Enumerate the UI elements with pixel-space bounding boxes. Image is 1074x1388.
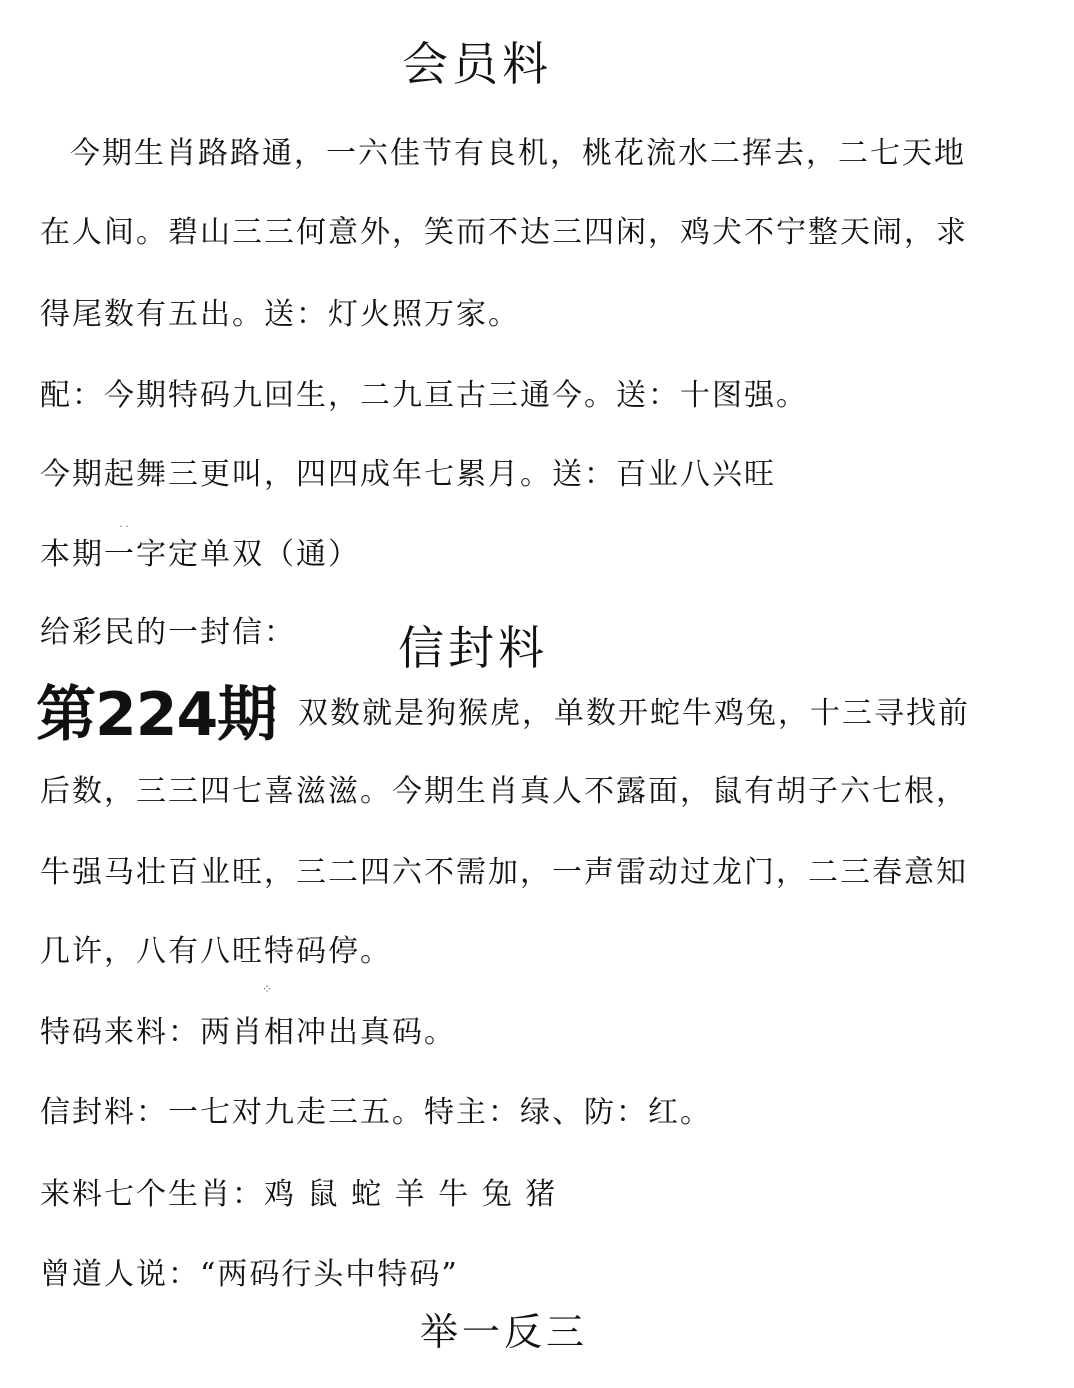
member-line-3: 得尾数有五出。送：灯火照万家。 bbox=[40, 297, 520, 332]
zodiac-line: 来料七个生肖：鸡 鼠 蛇 羊 牛 兔 猪 bbox=[40, 1177, 558, 1212]
member-line-1: 今期生肖路路通，一六佳节有良机，桃花流水二挥去，二七天地 bbox=[70, 136, 966, 171]
quote-line: 曾道人说：“两码行头中特码” bbox=[40, 1257, 459, 1292]
pairing-line: 配：今期特码九回生，二九亘古三通今。送：十图强。 bbox=[40, 378, 808, 413]
issue-line-2: 后数，三三四七喜滋滋。今期生肖真人不露面，鼠有胡子六七根， bbox=[40, 774, 968, 809]
footer-motto: 举一反三 bbox=[420, 1310, 589, 1354]
odd-even-line: 本期一字定单双（通） bbox=[40, 537, 360, 572]
scan-speck: ⁘ bbox=[262, 982, 273, 996]
envelope-title: 信封料 bbox=[398, 621, 548, 675]
envelope-code-line: 信封料：一七对九走三五。特主：绿、防：红。 bbox=[40, 1095, 712, 1130]
special-code-line: 特码来料：两肖相冲出真码。 bbox=[40, 1015, 456, 1050]
issue-line-3: 牛强马壮百业旺，三二四六不需加，一声雷动过龙门，二三春意知 bbox=[40, 855, 968, 890]
issue-line-4: 几许，八有八旺特码停。 bbox=[40, 934, 392, 969]
dance-line: 今期起舞三更叫，四四成年七累月。送：百业八兴旺 bbox=[40, 457, 776, 492]
letter-heading: 给彩民的一封信： bbox=[40, 615, 296, 650]
member-line-2: 在人间。碧山三三何意外，笑而不达三四闲，鸡犬不宁整天闹，求 bbox=[40, 215, 968, 250]
scan-speck: ˙˙ bbox=[118, 524, 130, 538]
page-title: 会员料 bbox=[402, 37, 552, 91]
issue-line-1: ：双数就是狗猴虎，单数开蛇牛鸡兔，十三寻找前 bbox=[266, 696, 970, 731]
issue-number: 第224期 bbox=[36, 680, 277, 750]
